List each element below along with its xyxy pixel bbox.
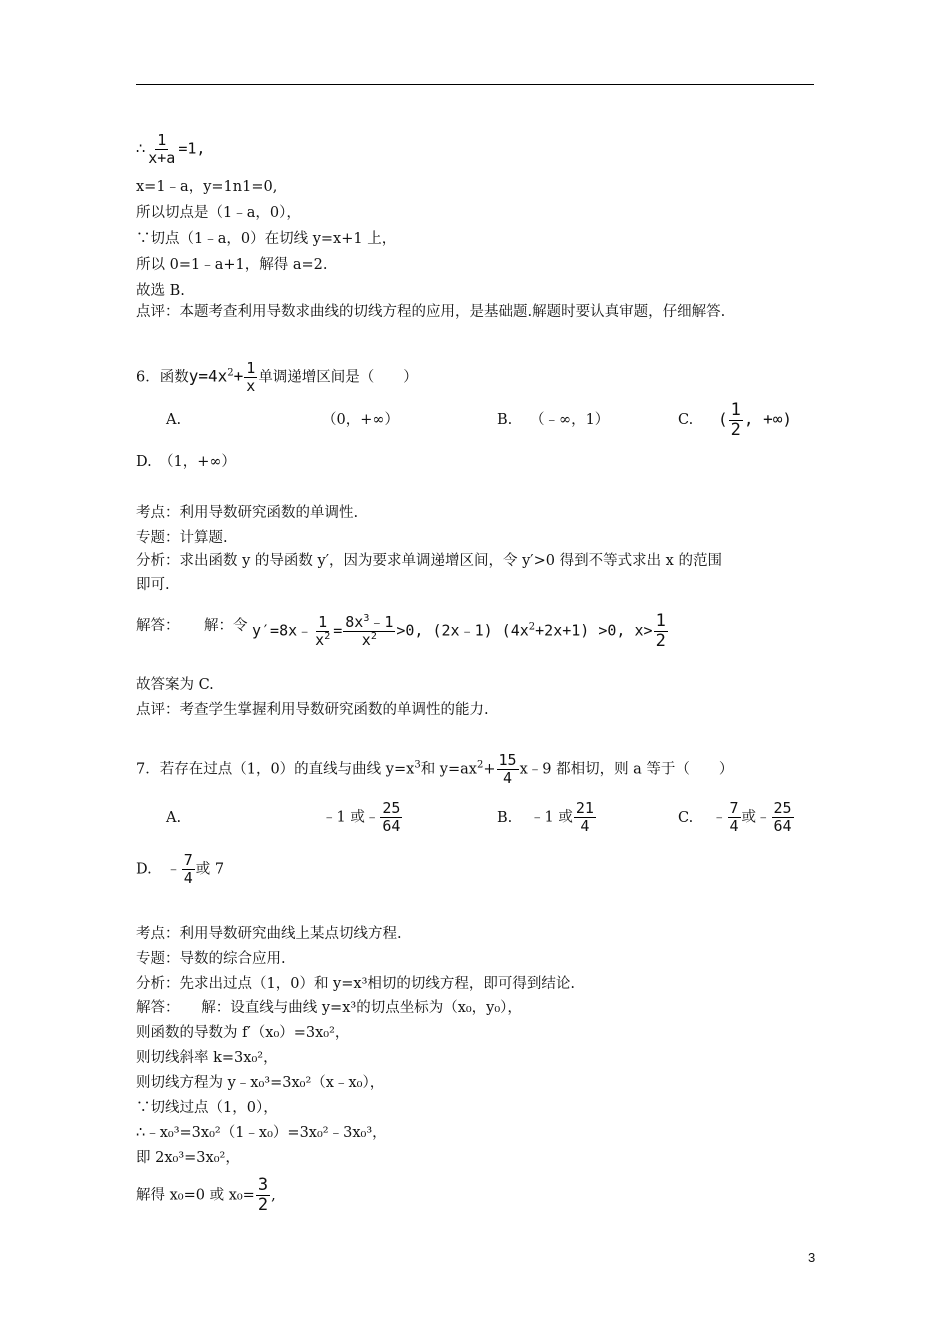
q7-stem-middle: 和 y=ax [420, 761, 477, 778]
q7-option-c-text [712, 800, 795, 835]
q7-stem-suffix: x﹣9 都相切，则 a 等于（ ） [519, 761, 734, 778]
denominator: 4 [183, 869, 193, 887]
q6-option-a-text: （0，+∞） [322, 412, 399, 428]
numerator: 25 [773, 799, 792, 817]
inequality: +2x+1) >0, x> [535, 621, 653, 640]
q7-jieda: 解答： 解：设直线与曲线 y=x³的切点坐标为（x₀，y₀）， [136, 1000, 522, 1016]
numerator: 1 [655, 611, 666, 631]
q6-option-d-label: D. [136, 454, 152, 470]
q6-option-a-label: A. [166, 412, 182, 428]
exponent: 2 [324, 631, 331, 642]
fraction [772, 800, 794, 835]
s5-line-5: 所以 0=1﹣a+1，解得 a=2. [136, 257, 328, 273]
numerator-constant: ﹣1 [369, 613, 394, 631]
therefore-symbol: ∴ [136, 141, 146, 158]
numerator: 7 [729, 799, 739, 817]
numerator: 1 [157, 131, 167, 149]
denominator: 2 [655, 631, 666, 651]
fraction [146, 132, 177, 167]
numerator: 1 [246, 359, 256, 377]
q6-fenxi-line-2: 即可. [136, 577, 170, 593]
numerator: 3 [257, 1175, 269, 1195]
q7-fenxi: 分析：先求出过点（1，0）和 y=x³相切的切线方程，即可得到结论. [136, 976, 575, 992]
q6-stem-func: y=4x [188, 366, 228, 386]
plus: + [483, 761, 496, 778]
q7-step-3: 则切线方程为 y﹣x₀³=3x₀²（x﹣x₀）， [136, 1075, 385, 1091]
q7-option-a-label: A. [166, 810, 182, 826]
fraction [380, 800, 402, 835]
exponent: 2 [370, 631, 377, 642]
q6-option-b-label: B. [497, 412, 513, 428]
q7-kaodian: 考点：利用导数研究曲线上某点切线方程. [136, 926, 402, 942]
denominator: 4 [580, 817, 590, 835]
denominator-base: x [361, 631, 371, 649]
s5-line-4: ∵切点（1﹣a，0）在切线 y=x+1 上， [136, 231, 397, 247]
q7-step-4: ∵切线过点（1，0）， [136, 1100, 278, 1116]
interval-tail: , +∞) [743, 409, 793, 429]
numerator: 25 [382, 799, 401, 817]
s5-line-1 [136, 132, 205, 167]
denominator: 64 [773, 817, 792, 835]
denominator-base: x [315, 631, 325, 649]
q7-option-b-label: B. [497, 810, 513, 826]
fraction [728, 800, 741, 835]
option-prefix: ﹣1 或 [530, 809, 573, 826]
equation-tail: =1, [178, 139, 206, 158]
denominator: 64 [382, 817, 401, 835]
fraction [343, 614, 395, 649]
equals: = [333, 621, 343, 640]
step-prefix: 解得 x₀=0 或 x₀= [136, 1187, 255, 1204]
s5-comment: 点评：本题考查利用导数求曲线的切线方程的应用，是基础题.解题时要认真审题，仔细解答. [136, 304, 726, 320]
q6-jieda-label: 解答： [136, 618, 180, 634]
denominator [313, 632, 332, 649]
q7-stem [136, 752, 733, 787]
option-suffix: 或 7 [195, 861, 225, 878]
step-suffix: , [271, 1187, 276, 1204]
denominator: x+a [148, 149, 176, 167]
option-middle: 或﹣ [741, 809, 771, 826]
plus: + [233, 366, 244, 386]
denominator: x [246, 377, 256, 395]
option-prefix: ﹣ [166, 861, 181, 878]
s5-line-3: 所以切点是（1﹣a，0）， [136, 205, 301, 221]
q7-option-b-text [530, 800, 597, 835]
q6-solution-equation [252, 612, 669, 651]
q7-option-d [136, 852, 224, 887]
q7-step-6: 即 2x₀³=3x₀²， [136, 1150, 240, 1166]
q6-kaodian: 考点：利用导数研究函数的单调性. [136, 505, 359, 521]
denominator: 4 [503, 769, 513, 787]
fraction [182, 852, 195, 887]
exponent: 2 [476, 759, 484, 771]
denominator: 2 [257, 1195, 269, 1215]
q7-zhuanti: 专题：导数的综合应用. [136, 951, 286, 967]
q6-stem-suffix: 单调递增区间是（ ） [258, 369, 418, 386]
numerator-term: 8x [345, 613, 364, 631]
q6-comment: 点评：考查学生掌握利用导数研究函数的单调性的能力. [136, 702, 489, 718]
numerator: 15 [498, 751, 517, 769]
q6-answer: 故答案为 C. [136, 677, 214, 693]
option-prefix: ﹣ [712, 809, 727, 826]
fraction [497, 752, 519, 787]
exponent: 2 [227, 367, 234, 379]
q6-option-d [136, 452, 236, 472]
q6-option-b-text: （﹣∞，1） [530, 412, 610, 428]
q6-option-c-text [718, 401, 792, 440]
numerator [343, 614, 395, 632]
q7-option-d-label: D. [136, 861, 152, 878]
q6-option-c-label: C. [678, 412, 694, 428]
q6-option-d-text: （1，+∞） [166, 454, 236, 470]
q7-step-2: 则切线斜率 k=3x₀²， [136, 1050, 278, 1066]
page-number: 3 [808, 1250, 816, 1265]
q7-step-5: ∴﹣x₀³=3x₀²（1﹣x₀）=3x₀²﹣3x₀³， [136, 1125, 387, 1141]
q7-step-7 [136, 1176, 276, 1215]
q7-stem-prefix: 7．若存在过点（1，0）的直线与曲线 y=x [136, 761, 415, 778]
denominator [360, 632, 379, 649]
header-rule [136, 84, 814, 85]
q7-step-1: 则函数的导数为 f′（x₀）=3x₀²， [136, 1025, 350, 1041]
exponent: 2 [528, 621, 536, 633]
paren: ( [718, 409, 728, 429]
denominator: 2 [730, 420, 741, 440]
numerator: 7 [183, 851, 193, 869]
fraction [313, 614, 332, 649]
fraction [729, 401, 743, 440]
exponent: 3 [363, 613, 370, 624]
denominator: 4 [729, 817, 739, 835]
q6-fenxi-line-1: 分析：求出函数 y 的导函数 y′，因为要求单调递增区间，令 y′>0 得到不等式求出 x 的范围 [136, 553, 722, 569]
derivative: y′=8x﹣ [252, 621, 313, 640]
q7-option-a-text [322, 800, 403, 835]
q6-zhuanti: 专题：计算题. [136, 530, 228, 546]
numerator: 21 [575, 799, 594, 817]
q7-option-c-label: C. [678, 810, 694, 826]
numerator: 1 [730, 400, 741, 420]
exponent: 3 [414, 759, 421, 771]
numerator: 1 [318, 613, 328, 631]
s5-line-6: 故选 B. [136, 283, 185, 299]
fraction [574, 800, 596, 835]
inequality: >0, (2x﹣1) (4x [396, 621, 529, 640]
s5-line-2: x=1﹣a，y=1n1=0, [136, 179, 278, 195]
fraction [244, 360, 257, 395]
q6-stem [136, 360, 418, 395]
fraction [654, 612, 668, 651]
q6-stem-prefix: 6．函数 [136, 369, 189, 386]
q6-jieda-prefix: 解：令 [204, 618, 248, 634]
option-prefix: ﹣1 或﹣ [322, 809, 380, 826]
fraction [256, 1176, 270, 1215]
